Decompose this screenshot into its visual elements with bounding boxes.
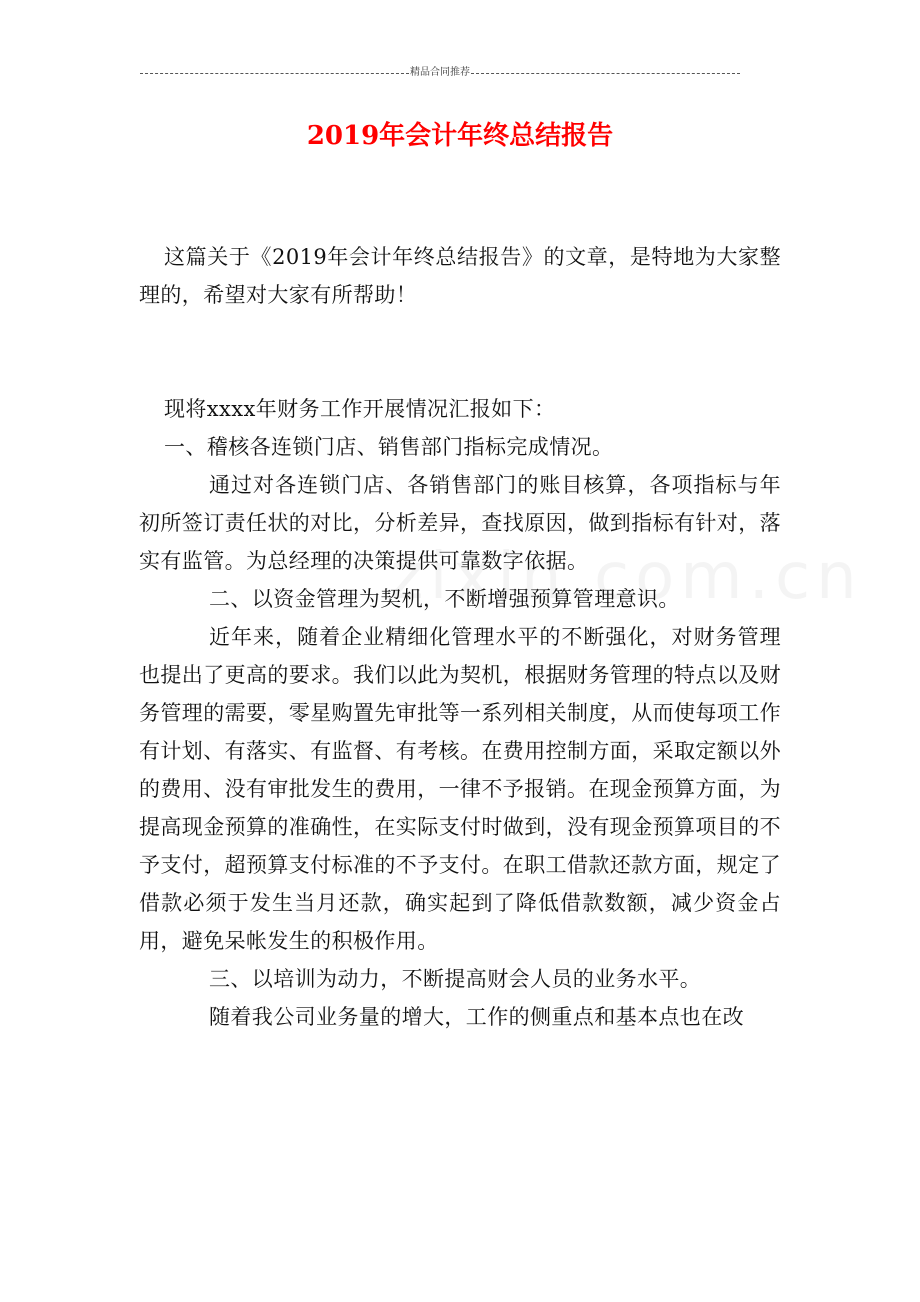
document-title: 2019年会计年终总结报告 — [306, 121, 614, 151]
paragraph-gap — [139, 314, 781, 390]
page-header — [140, 66, 740, 80]
header-dash-left — [140, 73, 409, 74]
intro-paragraph: 这篇关于《2019年会计年终总结报告》的文章，是特地为大家整理的，希望对大家有所帮助！ — [139, 245, 781, 307]
document-body — [139, 238, 781, 1036]
report-lead-paragraph: 现将xxxx年财务工作开展情况汇报如下： — [164, 397, 556, 421]
section-body-1: 通过对各连锁门店、各销售部门的账目核算，各项指标与年初所签订责任状的对比，分析差异，查找原因，做到指标有针对，落实有监管。为总经理的决策提供可靠数字依据。 — [139, 473, 781, 573]
header-dash-right — [471, 73, 740, 74]
section-heading-2: 二、以资金管理为契机，不断增强预算管理意识。 — [209, 587, 680, 611]
header-label: 精品合同推荐 — [410, 67, 470, 78]
section-heading-1: 一、稽核各连锁门店、销售部门指标完成情况。 — [164, 435, 614, 459]
section-body-3: 随着我公司业务量的增大，工作的侧重点和基本点也在改 — [209, 1005, 744, 1029]
section-heading-3: 三、以培训为动力，不断提高财会人员的业务水平。 — [209, 967, 702, 991]
section-body-2: 近年来，随着企业精细化管理水平的不断强化，对财务管理也提出了更高的要求。我们以此为契机，根据财务管理的特点以及财务管理的需要，零星购置先审批等一系列相关制度，从而使每项工作有计划、有落实、有监督、有考核。在费用控制方面，采取定额以外的费用、没有审批发生的费用，一律不予报销。在现金预算方面，为提高现金预算的准确性，在实际支付时做到，没有现金预算项目的不予支付，超预算支付标准的不予支付。在职工借款还款方面，规定了借款必须于发生当月还款，确实起到了降低借款数额，减少资金占用，避免呆帐发生的积极作用。 — [139, 625, 781, 953]
